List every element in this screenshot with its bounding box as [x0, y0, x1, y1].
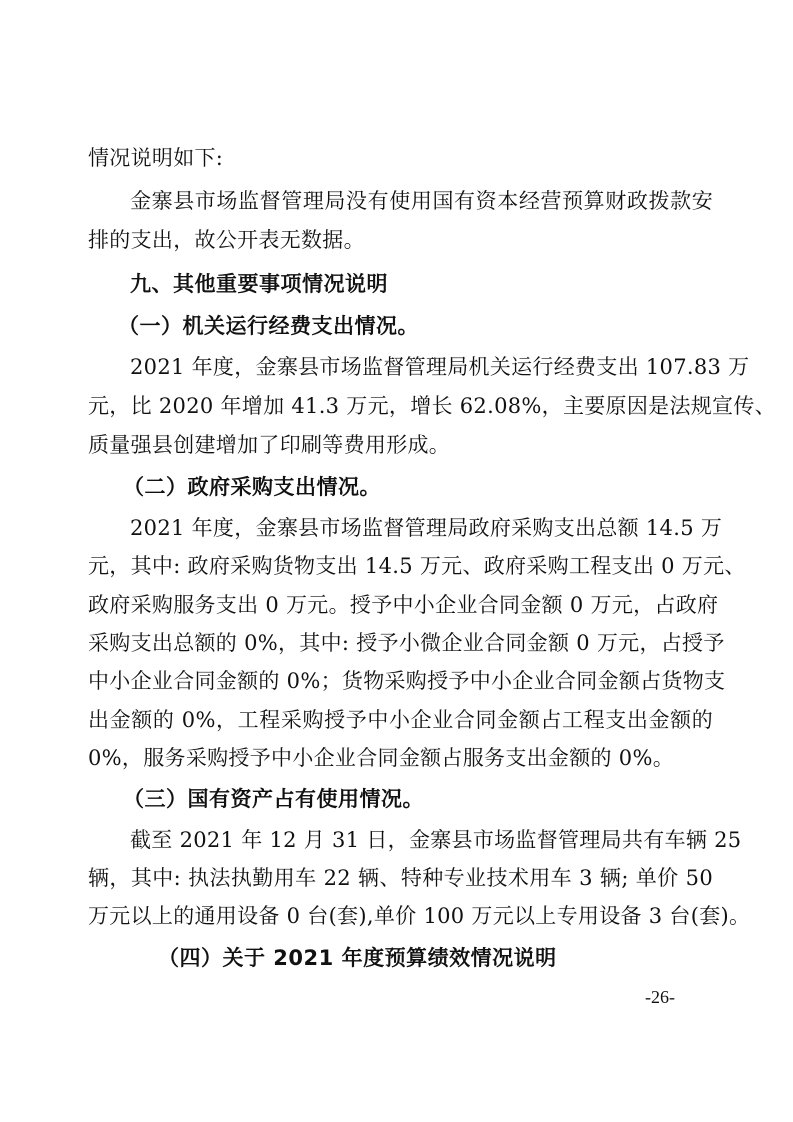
text-line: 2021 年度，金寨县市场监督管理局政府采购支出总额 14.5 万 — [130, 516, 723, 540]
text-line: 辆，其中: 执法执勤用车 22 辆、特种专业技术用车 3 辆; 单价 50 — [88, 866, 713, 890]
text-line: 出金额的 0%，工程采购授予中小企业合同金额占工程支出金额的 — [88, 708, 713, 732]
text-line: 截至 2021 年 12 月 31 日，金寨县市场监督管理局共有车辆 25 — [130, 828, 742, 852]
text-line: 万元以上的通用设备 0 台(套),单价 100 万元以上专用设备 3 台(套)。 — [88, 904, 751, 928]
text-line: 金寨县市场监督管理局没有使用国有资本经营预算财政拨款安 — [130, 189, 713, 213]
subsection-heading: （二）政府采购支出情况。 — [123, 475, 381, 499]
text-line: 政府采购服务支出 0 万元。授予中小企业合同金额 0 万元，占政府 — [88, 593, 719, 617]
subsection-heading: （四）关于 2021 年度预算绩效情况说明 — [158, 946, 557, 970]
text-line: 0%，服务采购授予中小企业合同金额占服务支出金额的 0%。 — [88, 746, 675, 770]
text-line: 采购支出总额的 0%，其中: 授予小微企业合同金额 0 万元，占授予 — [88, 631, 725, 655]
text-line: 元，比 2020 年增加 41.3 万元，增长 62.08%，主要原因是法规宣传、 — [88, 394, 776, 418]
section-heading: 九、其他重要事项情况说明 — [130, 272, 388, 296]
page-number: -26- — [645, 987, 675, 1007]
text-line: 元，其中: 政府采购货物支出 14.5 万元、政府采购工程支出 0 万元、 — [88, 554, 746, 578]
subsection-heading: （一）机关运行经费支出情况。 — [118, 314, 419, 338]
text-line: 中小企业合同金额的 0%；货物采购授予中小企业合同金额占货物支 — [88, 669, 726, 693]
text-line: 情况说明如下: — [88, 146, 224, 170]
text-line: 排的支出，故公开表无数据。 — [88, 228, 365, 252]
text-line: 质量强县创建增加了印刷等费用形成。 — [88, 433, 451, 457]
text-line: 2021 年度，金寨县市场监督管理局机关运行经费支出 107.83 万 — [130, 355, 750, 379]
subsection-heading: （三）国有资产占有使用情况。 — [123, 787, 424, 811]
